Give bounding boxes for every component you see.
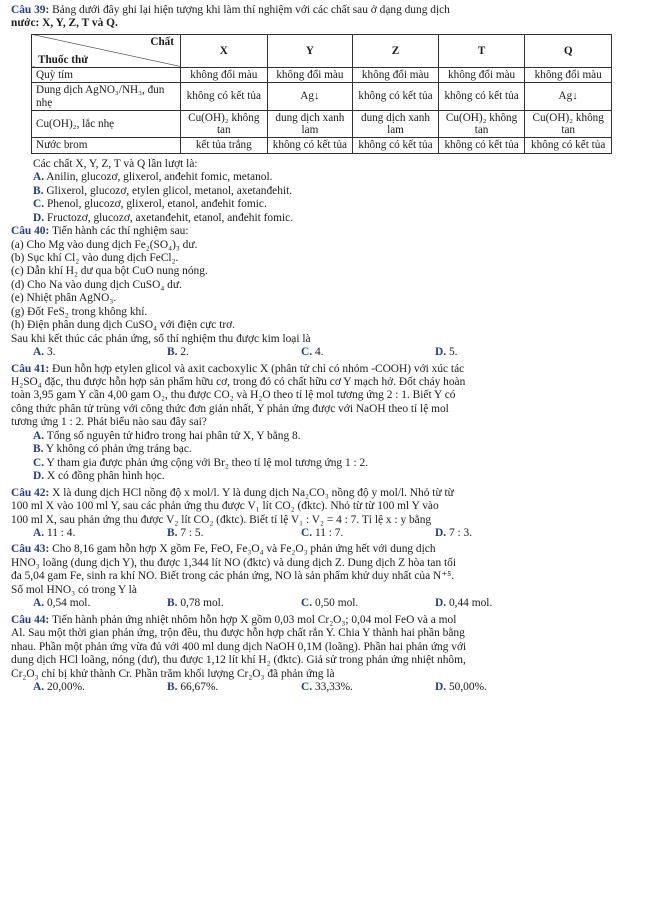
option-letter: C. <box>301 346 313 359</box>
answer-option[interactable] <box>167 681 301 694</box>
answer-option[interactable] <box>301 681 435 694</box>
option-text: Tổng số nguyên tử hiđro trong hai phân tử X, Y bằng 8. <box>46 429 301 442</box>
answer-options <box>11 527 641 540</box>
table-row <box>32 83 612 111</box>
table-cell: Cu(OH)₂ không tan <box>438 110 525 138</box>
experiment-item: (h) Điện phân dung dịch CuSO₄ với điện cực trơ. <box>11 319 236 332</box>
answer-options <box>11 681 641 694</box>
option-letter: A. <box>33 171 45 184</box>
table-cell: Ag↓ <box>267 83 353 111</box>
option-text: 20,00%. <box>46 681 85 693</box>
corner-label-reagent: Thuốc thử <box>38 53 88 66</box>
table-row <box>32 110 612 138</box>
question-stem: Đun hỗn hợp etylen glicol và axit cacboxylic X (phân tử chỉ có nhóm -COOH) với xúc tác <box>52 362 465 375</box>
question-number: Câu 42: <box>11 486 50 499</box>
question-number: Câu 40: <box>11 225 50 238</box>
row-header: Nước brom <box>32 138 181 153</box>
question-41 <box>11 363 641 484</box>
option-text: Y tham gia được phản ứng cộng với Br₂ theo tỉ lệ mol tương ứng 1 : 2. <box>46 456 369 469</box>
question-stem: X là dung dịch HCl nồng độ x mol/l. Y là dung dịch Na₂CO₃ nồng độ y mol/l. Nhỏ từ từ <box>52 486 454 499</box>
option-text: 5. <box>448 346 458 359</box>
question-stem: Al. Sau một thời gian phản ứng, trộn đều, thu được hỗn hợp chất rắn Y. Chia Y thành hai phần bằng <box>11 627 465 640</box>
experiment-item: (a) Cho Mg vào dung dịch Fe₂(SO₄)₃ dư. <box>11 238 198 251</box>
question-stem: dung dịch HCl loãng, nóng (dư), thu được 1,12 lít khí H₂ (đktc). Giả sử trong phản ứng nhiệt nhôm, <box>11 654 466 667</box>
option-letter: D. <box>33 211 45 224</box>
table-cell: không có kết tủa <box>525 138 612 153</box>
question-stem: 100 ml X vào 100 ml Y, sau các phản ứng thu được V₁ lít CO₂ (đktc). Nhỏ từ từ 100 ml Y vào <box>11 500 439 513</box>
option-text: 4. <box>314 346 324 359</box>
option-letter: A. <box>33 346 45 359</box>
answer-option[interactable] <box>11 443 641 456</box>
option-letter: C. <box>33 456 45 469</box>
answer-option[interactable] <box>11 185 641 198</box>
experiment-item: (c) Dẫn khí H₂ dư qua bột CuO nung nóng. <box>11 265 208 278</box>
table-corner-cell <box>32 34 181 67</box>
table-cell: không đổi màu <box>353 67 439 82</box>
question-stem: Tiến hành phản ứng nhiệt nhôm hỗn hợp X gồm 0,03 mol Cr₂O₃; 0,04 mol FeO và a mol <box>51 613 457 626</box>
table-cell: Cu(OH)₂ không tan <box>181 110 268 138</box>
column-header: Z <box>353 34 439 67</box>
column-header: Y <box>267 34 353 67</box>
option-text: 7 : 5. <box>180 527 204 540</box>
option-letter: B. <box>167 681 178 693</box>
option-text: 7 : 3. <box>448 527 473 540</box>
answer-option[interactable] <box>11 430 641 443</box>
option-letter: B. <box>167 597 178 610</box>
reagent-table <box>31 34 612 154</box>
option-letter: C. <box>301 597 313 610</box>
table-cell: dung dịch xanh lam <box>267 110 353 138</box>
answer-option[interactable] <box>33 527 167 540</box>
question-40 <box>11 225 641 360</box>
question-43 <box>11 543 641 610</box>
option-text: X có đồng phân hình học. <box>46 470 165 483</box>
question-stem: Bảng dưới đây ghi lại hiện tượng khi làm thí nghiệm với các chất sau ở dạng dung dịch <box>52 4 450 16</box>
answer-option[interactable] <box>11 198 641 211</box>
option-text: Anilin, glucozơ, glixerol, anđehit fomic, metanol. <box>46 171 273 184</box>
answer-option[interactable] <box>33 346 167 359</box>
question-stem: HNO₃ loãng (dung dịch Y), thu được 1,344 lít NO (đktc) và dung dịch Z. Dung dịch Z hòa tan tối <box>11 556 457 569</box>
option-letter: A. <box>33 429 45 442</box>
answer-option[interactable] <box>301 527 435 540</box>
option-text: Y không có phản ứng tráng bạc. <box>45 443 192 456</box>
question-stem: công thức phân tử trùng với công thức đơn giản nhất, Y phản ứng được với NaOH theo tỉ lệ mol <box>11 402 449 415</box>
question-42 <box>11 487 641 541</box>
option-text: 66,67%. <box>180 681 219 693</box>
table-cell: không có kết tủa <box>181 83 268 111</box>
option-letter: D. <box>435 346 447 359</box>
answer-option[interactable] <box>11 171 641 184</box>
table-cell: Ag↓ <box>525 83 612 111</box>
question-number: Câu 44: <box>11 613 50 626</box>
option-text: 0,78 mol. <box>180 597 224 610</box>
option-text: 3. <box>46 346 56 359</box>
question-stem: tương ứng 1 : 2. Phát biểu nào sau đây sai? <box>11 416 207 429</box>
row-header: Cu(OH)₂, lắc nhẹ <box>32 110 181 138</box>
question-stem: nhau. Phần một phản ứng vừa đủ với 400 ml dung dịch NaOH 0,1M (loãng). Phần hai phản ứng với <box>11 640 467 653</box>
table-cell: không có kết tủa <box>353 138 439 153</box>
experiment-item: (b) Sục khí Cl₂ vào dung dịch FeCl₂. <box>11 251 179 264</box>
question-44 <box>11 614 641 695</box>
question-39 <box>11 4 641 225</box>
option-text: 0,54 mol. <box>46 597 91 610</box>
answer-option[interactable] <box>11 457 641 470</box>
table-cell: không đổi màu <box>525 67 612 82</box>
option-text: Fructozơ, glucozơ, axetanđehit, etanol, anđehit fomic. <box>46 211 294 224</box>
table-cell: dung dịch xanh lam <box>353 110 439 138</box>
option-letter: D. <box>33 470 45 483</box>
table-cell: không đổi màu <box>438 67 525 82</box>
option-text: 50,00%. <box>448 681 487 693</box>
answer-option[interactable] <box>33 681 167 694</box>
answer-option[interactable] <box>167 527 301 540</box>
question-stem: Số mol HNO₃ có trong Y là <box>11 583 137 596</box>
question-stem: 100 ml X, sau phản ứng thu được V₂ lít CO₂ (đktc). Biết tỉ lệ V₁ : V₂ = 4 : 7. Tỉ lệ x : y bằng <box>11 513 432 526</box>
table-row <box>32 67 612 82</box>
answer-options <box>11 597 641 610</box>
question-stem: nước: X, Y, Z, T và Q. <box>11 17 118 30</box>
option-text: 0,44 mol. <box>448 597 493 610</box>
column-header: X <box>181 34 268 67</box>
experiment-item: (d) Cho Na vào dung dịch CuSO₄ dư. <box>11 278 182 291</box>
option-letter: B. <box>167 346 178 359</box>
option-letter: A. <box>33 527 45 540</box>
question-prompt: Sau khi kết thúc các phản ứng, số thí nghiệm thu được kim loại là <box>11 332 311 345</box>
answer-option[interactable] <box>435 681 569 694</box>
question-prompt: Các chất X, Y, Z, T và Q lần lượt là: <box>33 157 198 170</box>
option-text: 11 : 4. <box>46 527 76 540</box>
option-letter: B. <box>33 184 44 197</box>
question-stem: H₂SO₄ đặc, thu được hỗn hợp sản phẩm hữu cơ, trong đó có chất hữu cơ Y mạch hở. Đốt cháy hoàn <box>11 376 466 389</box>
option-text: Glixerol, glucozơ, etylen glicol, metanol, axetanđehit. <box>46 184 293 197</box>
answer-options <box>11 346 641 359</box>
option-letter: C. <box>301 681 313 693</box>
table-cell: không có kết tủa <box>438 138 525 153</box>
experiment-item: (g) Đốt FeS₂ trong không khí. <box>11 305 148 318</box>
corner-label-substance: Chất <box>150 35 174 48</box>
experiment-item: (e) Nhiệt phân AgNO₃. <box>11 292 117 305</box>
question-stem: đa 5,04 gam Fe, sinh ra khí NO. Biết trong các phản ứng, NO là sản phẩm khử duy nhất của N⁺⁵. <box>11 570 455 583</box>
column-header: T <box>438 34 525 67</box>
option-text: 11 : 7. <box>314 527 344 540</box>
answer-option[interactable] <box>167 346 301 359</box>
option-letter: B. <box>33 443 44 456</box>
question-stem: Tiến hành các thí nghiệm sau: <box>51 225 189 238</box>
answer-option[interactable] <box>11 212 641 225</box>
option-letter: C. <box>33 198 45 211</box>
row-header: Quỳ tím <box>32 67 181 82</box>
table-cell: không đổi màu <box>181 67 268 82</box>
question-number: Câu 41: <box>11 362 50 375</box>
option-letter: B. <box>167 527 178 540</box>
answer-option[interactable] <box>167 597 301 610</box>
answer-option[interactable] <box>11 470 641 483</box>
question-number: Câu 43: <box>11 543 50 556</box>
answer-option[interactable] <box>301 597 435 610</box>
option-letter: D. <box>435 527 447 540</box>
table-cell: không có kết tủa <box>267 138 353 153</box>
option-text: 0,50 mol. <box>314 597 359 610</box>
question-stem: Cho 8,16 gam hỗn hợp X gồm Fe, FeO, Fe₃O₄ và Fe₂O₃ phản ứng hết với dung dịch <box>52 543 436 556</box>
table-cell: kết tủa trắng <box>181 138 268 153</box>
table-cell: không có kết tủa <box>353 83 439 111</box>
answer-option[interactable] <box>301 346 435 359</box>
table-cell: không có kết tủa <box>438 83 525 111</box>
exam-page <box>11 4 641 694</box>
answer-option[interactable] <box>435 597 569 610</box>
answer-option[interactable] <box>435 527 569 540</box>
option-letter: D. <box>435 681 447 693</box>
table-cell: Cu(OH)₂ không tan <box>525 110 612 138</box>
row-header: Dung dịch AgNO₃/NH₃, đun nhẹ <box>32 83 181 111</box>
question-number: Câu 39: <box>11 4 50 16</box>
option-text: Phenol, glucozơ, glixerol, etanol, anđehit fomic. <box>46 198 267 211</box>
answer-option[interactable] <box>33 597 167 610</box>
option-text: 2. <box>180 346 189 359</box>
question-stem: toàn 3,95 gam Y cần 4,00 gam O₂, thu được CO₂ và H₂O theo tỉ lệ mol tương ứng 2 : 1. Biết Y có <box>11 389 456 402</box>
question-stem: Cr₂O₃ chỉ bị khử thành Cr. Phần trăm khối lượng Cr₂O₃ đã phản ứng là <box>11 667 335 680</box>
option-letter: A. <box>33 597 45 610</box>
table-cell: không đổi màu <box>267 67 353 82</box>
column-header: Q <box>525 34 612 67</box>
option-letter: C. <box>301 527 313 540</box>
option-letter: A. <box>33 681 45 693</box>
table-row <box>32 138 612 153</box>
answer-option[interactable] <box>435 346 569 359</box>
option-text: 33,33%. <box>314 681 353 693</box>
option-letter: D. <box>435 597 447 610</box>
